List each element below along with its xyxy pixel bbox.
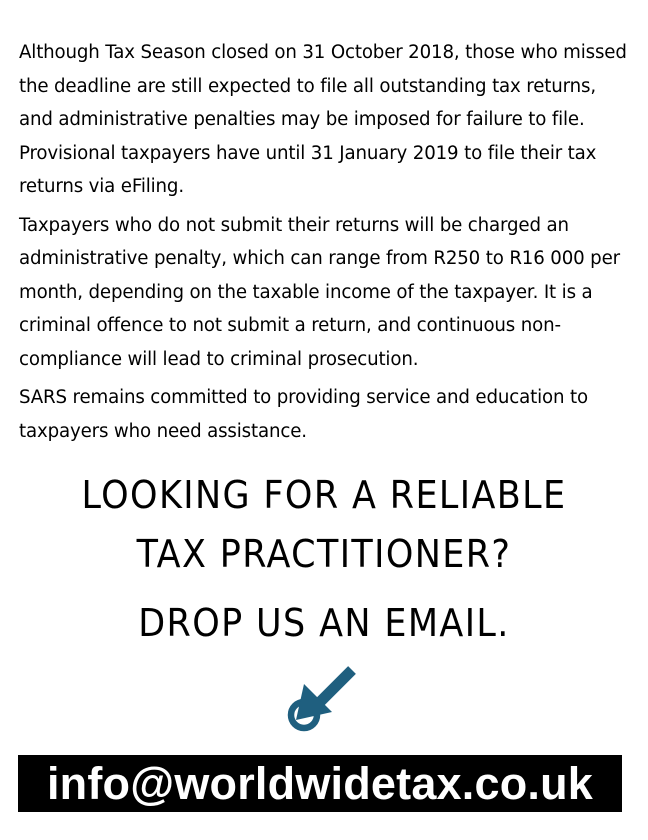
paragraph-sars: SARS remains committed to providing service and education to taxpayers who need assistance. bbox=[19, 387, 588, 442]
paragraph-deadline: Although Tax Season closed on 31 October 2018, those who missed the deadline are still expected to file all outstanding tax returns, and administrative penalties may be imposed for failure to file. Provisional taxpayers have until 31 January 2019 to file their tax returns via eFiling. bbox=[19, 42, 627, 197]
email-link[interactable] bbox=[18, 755, 622, 812]
paragraph-penalty: Taxpayers who do not submit their returns will be charged an administrative penalty, which can range from R250 to R16 000 per month, depending on the taxable income of the taxpayer. It is a criminal offence to not submit a return, and continuous non-compliance will lead to criminal prosecution. bbox=[19, 214, 620, 370]
cursor-click-arrow-icon bbox=[282, 662, 362, 738]
article-body bbox=[19, 36, 631, 453]
headline-line-2: TAX PRACTITIONER? bbox=[136, 532, 512, 576]
headline-line-1: LOOKING FOR A RELIABLE bbox=[81, 473, 567, 517]
email-address: info@worldwidetax.co.uk bbox=[46, 757, 594, 809]
headline-line-3: DROP US AN EMAIL. bbox=[138, 601, 510, 645]
